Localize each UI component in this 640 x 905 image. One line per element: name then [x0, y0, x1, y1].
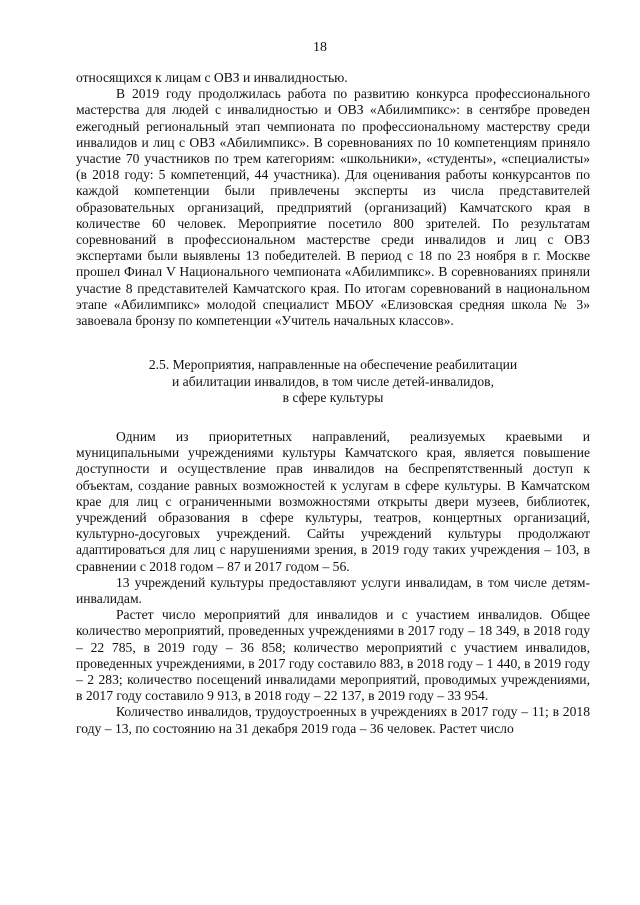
paragraph-culture-accessibility: Одним из приоритетных направлений, реализуемых краевыми и муниципальными учреждениями культуры Камчатского края, является повышение доступности и осуществление прав инвалидов на беспрепятственный доступ к объектам, создание равных возможностей к услугам в сфере культуры. В Камчатском крае для лиц с ограниченными возможностями открыты двери музеев, библиотек, учреждений образования в сфере культуры, театров, концертных организаций, культурно-досуговых учреждений. Сайты учреждений культуры продолжают адаптироваться для лиц с нарушениями зрения, в 2019 году таких учреждения – 103, в сравнении с 2018 годом – 87 и 2017 годом – 56. [76, 429, 590, 574]
paragraph-culture-institutions: 13 учреждений культуры предоставляют услуги инвалидам, в том числе детям-инвалидам. [76, 574, 590, 607]
section-heading-line-2: и абилитации инвалидов, в том числе детей-инвалидов, [172, 373, 494, 389]
paragraph-events-statistics: Растет число мероприятий для инвалидов и с участием инвалидов. Общее количество мероприятий, проведенных учреждениями в 2017 году – 18 349, в 2018 году – 22 785, в 2019 году – 36 858; количество мероприятий с участием инвалидов, проведенных учреждениями, в 2017 году составило 883, в 2018 году – 1 440, в 2019 году – 2 283; количество посещений инвалидами мероприятий, проводимых учреждениями, в 2017 году составило 9 913, в 2018 году – 22 137, в 2019 году – 33 954. [76, 607, 590, 704]
section-heading-line-3: в сфере культуры [282, 390, 384, 406]
paragraph-abilympics: В 2019 году продолжилась работа по развитию конкурса профессионального мастерства для людей с инвалидностью и ОВЗ «Абилимпикс»: в сентябре проведен ежегодный региональный этап чемпионата по профессиональному мастерству среди инвалидов и лиц с ОВЗ «Абилимпикс». В соревнованиях по 10 компетенциям приняло участие 70 участников по трем категориям: «школьники», «студенты», «специалисты» (в 2018 году: 5 компетенций, 44 участника). Для оценивания работы конкурсантов по каждой компетенции были привлечены эксперты из числа представителей образовательных организаций, предприятий (организаций) Камчатского края в количестве 60 человек. Мероприятие посетило 800 зрителей. По результатам соревнований в профессиональном мастерстве среди инвалидов и лиц с ОВЗ экспертами были выявлены 13 победителей. В период с 18 по 23 ноября в г. Москве прошел Финал V Национального чемпионата «Абилимпикс». В соревнованиях приняли участие 8 представителей Камчатского края. По итогам соревнований в национальном этапе «Абилимпикс» молодой специалист МБОУ «Елизовская средняя школа № 3» завоевала бронзу по компетенции «Учитель начальных классов». [76, 86, 590, 329]
paragraph-employment: Количество инвалидов, трудоустроенных в учреждениях в 2017 году – 11; в 2018 году – 13, по состоянию на 31 декабря 2019 года – 36 человек. Растет число [76, 704, 590, 736]
paragraph-continuation: относящихся к лицам с ОВЗ и инвалидностью. [76, 70, 348, 85]
section-heading [76, 357, 590, 407]
document-body [76, 70, 590, 737]
section-heading-line-1: 2.5. Мероприятия, направленные на обеспечение реабилитации [148, 357, 518, 373]
page-number: 18 [313, 40, 327, 55]
